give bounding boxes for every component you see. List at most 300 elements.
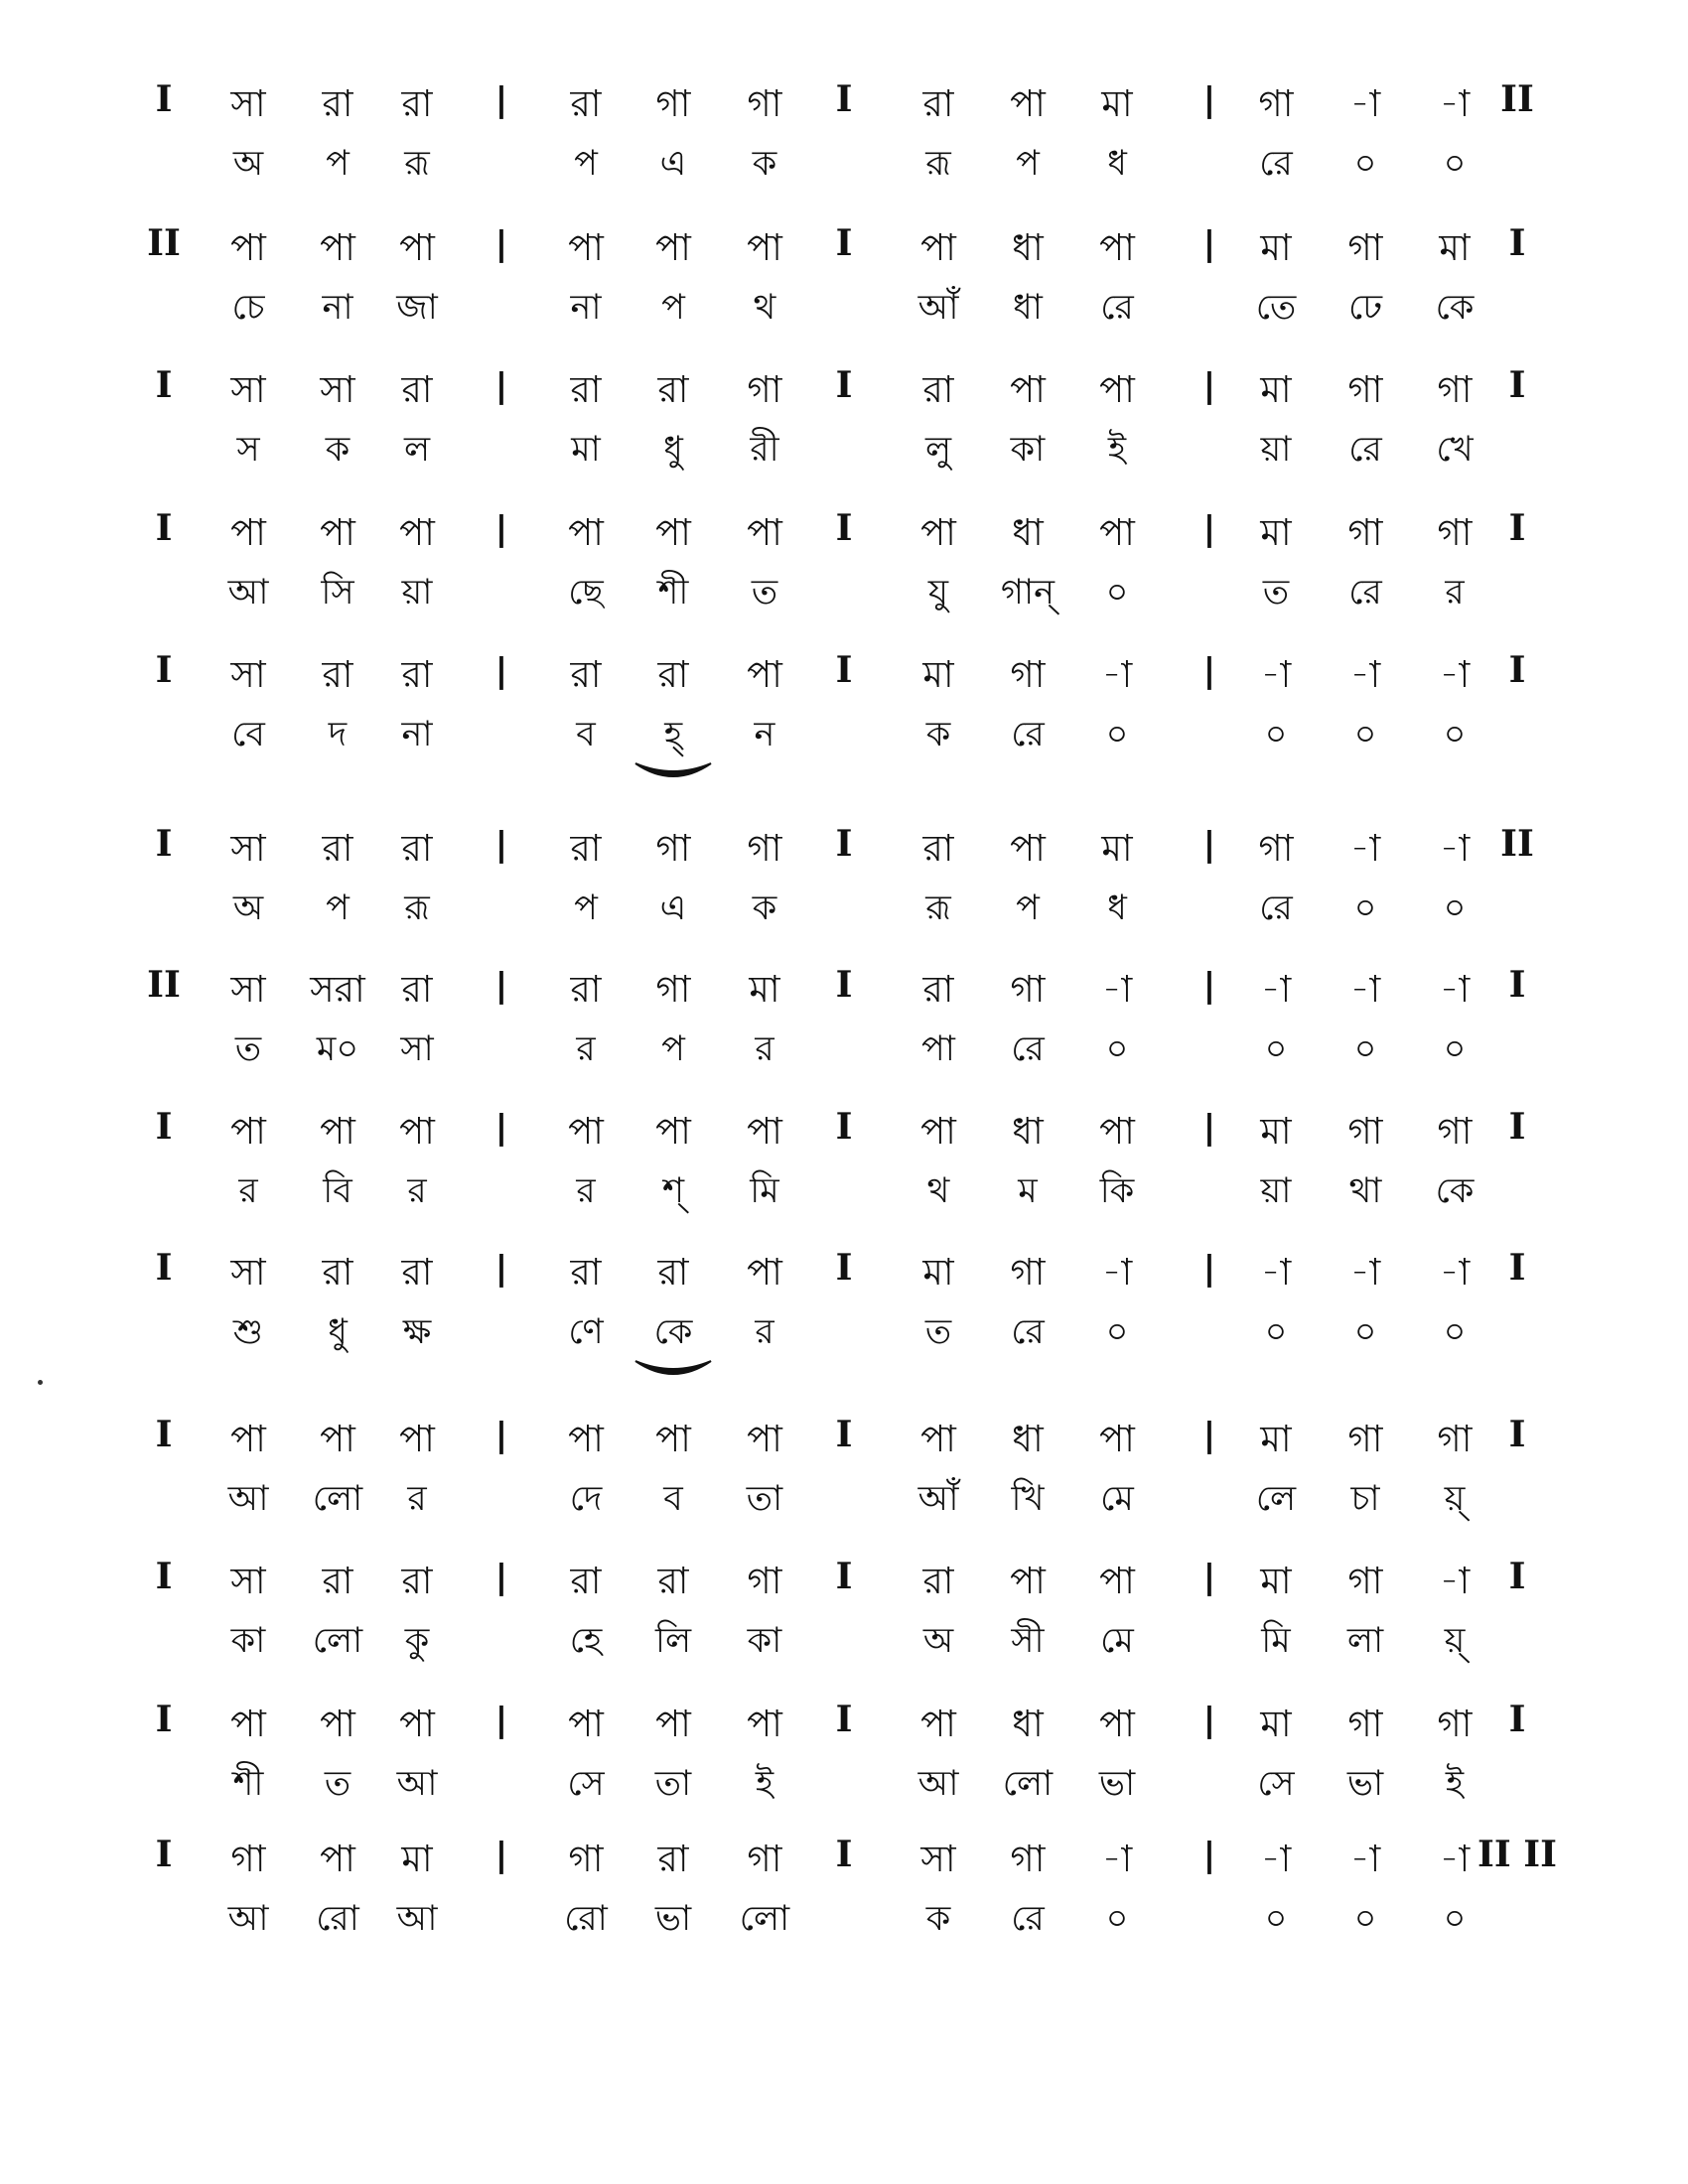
lyric-syllable: ল	[403, 430, 431, 470]
note-syllable: -া	[1101, 1251, 1133, 1294]
lyric-syllable: ০	[1105, 1899, 1129, 1939]
note-syllable: মা	[401, 1838, 433, 1880]
note-syllable: -া	[1349, 82, 1381, 125]
lyric-syllable: অ	[232, 144, 264, 184]
lyric-syllable: না	[322, 288, 353, 328]
bar-separator: |	[494, 509, 508, 549]
lyric-syllable: ০	[1264, 1899, 1288, 1939]
lyric-syllable: না	[570, 288, 602, 328]
lyric-syllable: কে	[1435, 1171, 1475, 1211]
note-syllable: গা	[1347, 511, 1383, 554]
lyric-syllable: বি	[323, 1171, 352, 1211]
note-syllable: পা	[1010, 827, 1046, 870]
row-end-bar-mark: II II	[1477, 1834, 1557, 1875]
lyric-syllable: আঁ	[917, 1479, 959, 1519]
lyric-syllable: থ	[753, 288, 776, 328]
lyric-syllable: ০	[1264, 1312, 1288, 1352]
lyric-syllable: শু	[232, 1312, 264, 1352]
bar-separator: |	[494, 366, 508, 406]
lyric-syllable: সী	[1011, 1621, 1045, 1661]
row-start-bar-mark: I	[155, 1414, 173, 1455]
lyric-syllable: ত	[751, 573, 778, 613]
row-start-bar-mark: II	[147, 222, 181, 264]
note-syllable: মা	[922, 653, 954, 696]
lyric-syllable: খি	[1011, 1479, 1045, 1519]
bar-separator: |	[1202, 651, 1216, 691]
note-syllable: পা	[320, 1703, 355, 1745]
notation-row	[0, 508, 1688, 637]
row-end-bar-mark: I	[1508, 1699, 1526, 1740]
row-start-bar-mark: I	[155, 78, 173, 120]
lyric-syllable: ০	[1443, 888, 1467, 928]
lyric-syllable: য়া	[401, 573, 433, 613]
notation-row	[0, 1835, 1688, 1964]
lyric-syllable: শী	[657, 573, 689, 613]
lyric-syllable: রে	[1100, 288, 1134, 328]
bar-separator: |	[1202, 966, 1216, 1006]
note-syllable: -া	[1101, 653, 1133, 696]
note-syllable: পা	[1099, 226, 1135, 269]
slur-mark	[633, 1357, 714, 1383]
notation-row	[0, 965, 1688, 1094]
note-syllable: গা	[1010, 1251, 1046, 1294]
note-syllable: -া	[1260, 968, 1292, 1011]
lyric-syllable: ই	[1107, 430, 1127, 470]
lyric-syllable: আ	[917, 1764, 959, 1804]
note-syllable: ধা	[1012, 226, 1044, 269]
note-syllable: গা	[747, 1838, 782, 1880]
note-syllable: রা	[401, 1251, 433, 1294]
bar-separator: |	[494, 224, 508, 264]
note-syllable: রা	[322, 82, 353, 125]
lyric-syllable: য়া	[1260, 1171, 1292, 1211]
note-syllable: রা	[922, 968, 954, 1011]
lyric-syllable: ব	[663, 1479, 683, 1519]
lyric-syllable: ক	[925, 715, 951, 754]
note-syllable: সা	[920, 1838, 956, 1880]
note-syllable: মা	[1101, 827, 1133, 870]
lyric-syllable: রে	[1011, 1029, 1045, 1069]
note-syllable: -া	[1439, 653, 1471, 696]
note-syllable: পা	[1010, 82, 1046, 125]
lyric-syllable: প	[574, 144, 598, 184]
note-syllable: রা	[570, 1560, 602, 1602]
note-syllable: রা	[401, 968, 433, 1011]
note-syllable: পা	[399, 1703, 435, 1745]
lyric-syllable: ০	[1353, 1029, 1377, 1069]
bar-separator: |	[1202, 80, 1216, 120]
bar-separator: |	[1202, 1558, 1216, 1597]
note-syllable: -া	[1349, 653, 1381, 696]
note-syllable: গা	[1437, 1703, 1473, 1745]
note-syllable: পা	[747, 1418, 782, 1460]
bar-separator: I	[835, 1556, 853, 1597]
lyric-syllable: রো	[564, 1899, 608, 1939]
lyric-syllable: য়্	[1444, 1479, 1466, 1519]
lyric-syllable: ধ	[1107, 144, 1127, 184]
row-start-bar-mark: I	[155, 649, 173, 691]
lyric-syllable: ত	[924, 1312, 952, 1352]
note-syllable: পা	[320, 1110, 355, 1153]
lyric-syllable: রী	[750, 430, 779, 470]
note-syllable: সা	[230, 968, 266, 1011]
lyric-syllable: আ	[396, 1764, 438, 1804]
lyric-syllable: রে	[1348, 573, 1382, 613]
lyric-syllable: র	[755, 1312, 774, 1352]
bar-separator: |	[1202, 1249, 1216, 1289]
lyric-syllable: কি	[1099, 1171, 1135, 1211]
lyric-syllable: শী	[232, 1764, 264, 1804]
notation-row	[0, 223, 1688, 352]
lyric-syllable: ভা	[1346, 1764, 1384, 1804]
note-syllable: পা	[1099, 1418, 1135, 1460]
lyric-syllable: ০	[1353, 144, 1377, 184]
note-syllable: -া	[1439, 82, 1471, 125]
lyric-syllable: র	[1445, 573, 1465, 613]
note-syllable: পা	[568, 511, 604, 554]
lyric-syllable: আ	[396, 1899, 438, 1939]
lyric-syllable: না	[401, 715, 433, 754]
lyric-syllable: ০	[1105, 1312, 1129, 1352]
row-end-bar-mark: II	[1500, 78, 1534, 120]
lyric-syllable: আ	[227, 573, 269, 613]
lyric-syllable: ণে	[568, 1312, 604, 1352]
lyric-syllable: ঢে	[1348, 288, 1382, 328]
row-end-bar-mark: I	[1508, 964, 1526, 1006]
note-syllable: মা	[1260, 511, 1292, 554]
row-start-bar-mark: I	[155, 823, 173, 865]
note-syllable: মা	[1260, 1560, 1292, 1602]
note-syllable: গা	[1347, 1703, 1383, 1745]
note-syllable: গা	[655, 968, 691, 1011]
row-start-bar-mark: I	[155, 1834, 173, 1875]
lyric-syllable: তে	[1255, 288, 1297, 328]
notation-row	[0, 650, 1688, 779]
note-syllable: -া	[1439, 968, 1471, 1011]
lyric-syllable: লু	[924, 430, 952, 470]
bar-separator: I	[835, 1699, 853, 1740]
note-syllable: রা	[657, 1560, 689, 1602]
note-syllable: পা	[655, 1703, 691, 1745]
bar-separator: |	[1202, 509, 1216, 549]
bar-separator: I	[835, 78, 853, 120]
lyric-syllable: জা	[396, 288, 438, 328]
bar-separator: I	[835, 823, 853, 865]
lyric-syllable: ক	[325, 430, 351, 470]
note-syllable: পা	[399, 226, 435, 269]
note-syllable: পা	[568, 1703, 604, 1745]
bar-separator: I	[835, 364, 853, 406]
lyric-syllable: ক	[752, 888, 777, 928]
note-syllable: ধা	[1012, 511, 1044, 554]
note-syllable: পা	[920, 511, 956, 554]
lyric-syllable: রে	[1259, 144, 1293, 184]
lyric-syllable: ভা	[654, 1899, 692, 1939]
lyric-syllable: কে	[653, 1312, 693, 1352]
note-syllable: গা	[568, 1838, 604, 1880]
lyric-syllable: প	[661, 1029, 685, 1069]
note-syllable: রা	[570, 82, 602, 125]
bar-separator: I	[835, 649, 853, 691]
row-end-bar-mark: I	[1508, 1414, 1526, 1455]
note-syllable: পা	[1010, 368, 1046, 411]
note-syllable: রা	[401, 1560, 433, 1602]
note-syllable: পা	[1099, 1110, 1135, 1153]
note-syllable: পা	[320, 1838, 355, 1880]
note-syllable: পা	[320, 226, 355, 269]
note-syllable: গা	[230, 1838, 266, 1880]
note-syllable: -া	[1101, 1838, 1133, 1880]
note-syllable: মা	[1260, 226, 1292, 269]
lyric-syllable: হে	[569, 1621, 603, 1661]
row-start-bar-mark: I	[155, 1699, 173, 1740]
note-syllable: গা	[1437, 1418, 1473, 1460]
note-syllable: পা	[747, 1703, 782, 1745]
notation-row	[0, 79, 1688, 208]
note-syllable: গা	[1258, 82, 1294, 125]
lyric-syllable: আঁ	[917, 288, 959, 328]
note-syllable: পা	[230, 1418, 266, 1460]
lyric-syllable: ০	[1443, 1312, 1467, 1352]
note-syllable: পা	[747, 1110, 782, 1153]
note-syllable: সা	[230, 827, 266, 870]
lyric-syllable: রে	[1011, 1899, 1045, 1939]
lyric-syllable: রে	[1011, 1312, 1045, 1352]
bar-separator: |	[494, 1108, 508, 1148]
lyric-syllable: ০	[1105, 715, 1129, 754]
note-syllable: রা	[570, 368, 602, 411]
note-syllable: পা	[399, 1418, 435, 1460]
lyric-syllable: ম	[1018, 1171, 1038, 1211]
note-syllable: গা	[747, 1560, 782, 1602]
lyric-syllable: বে	[231, 715, 265, 754]
note-syllable: মা	[1260, 1110, 1292, 1153]
lyric-syllable: শ্	[661, 1171, 685, 1211]
lyric-syllable: র	[238, 1171, 258, 1211]
lyric-syllable: প	[1016, 888, 1040, 928]
lyric-syllable: ন	[754, 715, 775, 754]
lyric-syllable: চা	[1350, 1479, 1380, 1519]
note-syllable: রা	[401, 653, 433, 696]
lyric-syllable: ভা	[1098, 1764, 1136, 1804]
note-syllable: রা	[322, 1251, 353, 1294]
row-start-bar-mark: I	[155, 1247, 173, 1289]
bar-separator: I	[835, 1106, 853, 1148]
lyric-syllable: পা	[921, 1029, 955, 1069]
note-syllable: রা	[570, 827, 602, 870]
lyric-syllable: ছে	[568, 573, 604, 613]
note-syllable: মা	[1260, 1703, 1292, 1745]
note-syllable: গা	[1347, 1418, 1383, 1460]
note-syllable: গা	[1437, 368, 1473, 411]
bar-separator: |	[494, 1558, 508, 1597]
bar-separator: |	[1202, 1836, 1216, 1875]
note-syllable: পা	[1099, 511, 1135, 554]
bar-separator: |	[494, 80, 508, 120]
note-syllable: রা	[657, 1251, 689, 1294]
lyric-syllable: প	[574, 888, 598, 928]
bar-separator: |	[494, 1701, 508, 1740]
note-syllable: পা	[1010, 1560, 1046, 1602]
lyric-syllable: লে	[1255, 1479, 1297, 1519]
note-syllable: মা	[1101, 82, 1133, 125]
lyric-syllable: কা	[747, 1621, 782, 1661]
note-syllable: গা	[1010, 653, 1046, 696]
lyric-syllable: ধু	[663, 430, 683, 470]
notation-row	[0, 1107, 1688, 1236]
note-syllable: রা	[570, 653, 602, 696]
notation-row	[0, 1700, 1688, 1829]
bar-separator: |	[1202, 825, 1216, 865]
note-syllable: রা	[922, 827, 954, 870]
note-syllable: পা	[1099, 1560, 1135, 1602]
note-syllable: রা	[570, 968, 602, 1011]
lyric-syllable: কা	[230, 1621, 266, 1661]
lyric-syllable: চে	[231, 288, 265, 328]
lyric-syllable: খে	[1436, 430, 1474, 470]
lyric-syllable: মি	[1261, 1621, 1291, 1661]
lyric-syllable: তা	[746, 1479, 783, 1519]
lyric-syllable: ০	[1264, 715, 1288, 754]
row-start-bar-mark: II	[147, 964, 181, 1006]
note-syllable: পা	[320, 1418, 355, 1460]
bar-separator: |	[494, 651, 508, 691]
lyric-syllable: কে	[1435, 288, 1475, 328]
row-end-bar-mark: II	[1500, 823, 1534, 865]
note-syllable: পা	[655, 226, 691, 269]
row-start-bar-mark: I	[155, 1106, 173, 1148]
note-syllable: রা	[322, 653, 353, 696]
row-start-bar-mark: I	[155, 507, 173, 549]
lyric-syllable: র	[576, 1171, 596, 1211]
notation-row	[0, 365, 1688, 494]
bar-separator: |	[1202, 1108, 1216, 1148]
note-syllable: রা	[322, 827, 353, 870]
note-syllable: পা	[747, 226, 782, 269]
note-syllable: পা	[568, 226, 604, 269]
lyric-syllable: ধ	[1107, 888, 1127, 928]
lyric-syllable: এ	[659, 888, 687, 928]
note-syllable: পা	[1099, 1703, 1135, 1745]
lyric-syllable: প	[1016, 144, 1040, 184]
row-end-bar-mark: I	[1508, 649, 1526, 691]
lyric-syllable: প	[661, 288, 685, 328]
note-syllable: পা	[655, 511, 691, 554]
note-syllable: -া	[1260, 653, 1292, 696]
row-end-bar-mark: I	[1508, 222, 1526, 264]
lyric-syllable: এ	[659, 144, 687, 184]
lyric-syllable: ০	[1105, 1029, 1129, 1069]
lyric-syllable: মা	[571, 430, 601, 470]
bar-separator: |	[494, 966, 508, 1006]
note-syllable: গা	[1347, 1560, 1383, 1602]
note-syllable: পা	[747, 1251, 782, 1294]
note-syllable: -া	[1349, 827, 1381, 870]
note-syllable: পা	[230, 1703, 266, 1745]
note-syllable: রা	[401, 368, 433, 411]
note-syllable: মা	[749, 968, 780, 1011]
note-syllable: ধা	[1012, 1418, 1044, 1460]
lyric-syllable: ০	[1264, 1029, 1288, 1069]
row-end-bar-mark: I	[1508, 364, 1526, 406]
lyric-syllable: ০	[1443, 144, 1467, 184]
notation-row	[0, 1557, 1688, 1686]
bar-separator: I	[835, 964, 853, 1006]
lyric-syllable: ০	[1353, 1312, 1377, 1352]
bar-separator: I	[835, 222, 853, 264]
scan-speck	[38, 1380, 43, 1385]
note-syllable: গা	[1258, 827, 1294, 870]
note-syllable: গা	[1347, 226, 1383, 269]
lyric-syllable: ০	[1443, 1029, 1467, 1069]
notation-row	[0, 824, 1688, 953]
note-syllable: পা	[568, 1110, 604, 1153]
bar-separator: I	[835, 1414, 853, 1455]
lyric-syllable: মি	[750, 1171, 779, 1211]
bar-separator: I	[835, 507, 853, 549]
note-syllable: ধা	[1012, 1110, 1044, 1153]
note-syllable: সা	[230, 653, 266, 696]
note-syllable: গা	[655, 827, 691, 870]
note-syllable: ধা	[1012, 1703, 1044, 1745]
lyric-syllable: লি	[654, 1621, 692, 1661]
lyric-syllable: দে	[569, 1479, 603, 1519]
note-syllable: গা	[747, 827, 782, 870]
note-syllable: -া	[1439, 1251, 1471, 1294]
lyric-syllable: ই	[1445, 1764, 1465, 1804]
lyric-syllable: য়া	[1260, 430, 1292, 470]
lyric-syllable: সা	[400, 1029, 434, 1069]
lyric-syllable: রূ	[404, 144, 430, 184]
note-syllable: -া	[1439, 1838, 1471, 1880]
note-syllable: পা	[230, 1110, 266, 1153]
note-syllable: রা	[657, 653, 689, 696]
bar-separator: |	[494, 825, 508, 865]
row-end-bar-mark: I	[1508, 1106, 1526, 1148]
lyric-syllable: সি	[321, 573, 354, 613]
note-syllable: -া	[1349, 968, 1381, 1011]
note-syllable: মা	[1260, 368, 1292, 411]
lyric-syllable: ত	[234, 1029, 262, 1069]
note-syllable: -া	[1260, 1838, 1292, 1880]
lyric-syllable: মে	[1100, 1621, 1134, 1661]
note-syllable: মা	[922, 1251, 954, 1294]
lyric-syllable: কু	[404, 1621, 430, 1661]
lyric-syllable: ক	[752, 144, 777, 184]
lyric-syllable: থা	[1348, 1171, 1382, 1211]
bar-separator: |	[494, 1836, 508, 1875]
note-syllable: রা	[657, 1838, 689, 1880]
lyric-syllable: তা	[654, 1764, 692, 1804]
row-end-bar-mark: I	[1508, 1247, 1526, 1289]
note-syllable: মা	[1439, 226, 1471, 269]
note-syllable: রা	[401, 82, 433, 125]
note-syllable: গা	[1437, 1110, 1473, 1153]
note-syllable: সরা	[310, 968, 365, 1011]
lyric-syllable: মে	[1100, 1479, 1134, 1519]
note-syllable: -া	[1260, 1251, 1292, 1294]
note-syllable: পা	[655, 1110, 691, 1153]
lyric-syllable: রূ	[925, 144, 951, 184]
lyric-syllable: আ	[227, 1899, 269, 1939]
note-syllable: পা	[399, 1110, 435, 1153]
lyric-syllable: ০	[1105, 573, 1129, 613]
lyric-syllable: লো	[312, 1621, 363, 1661]
note-syllable: পা	[747, 511, 782, 554]
lyric-syllable: ০	[1353, 888, 1377, 928]
lyric-syllable: রো	[316, 1899, 359, 1939]
lyric-syllable: ত	[1262, 573, 1290, 613]
